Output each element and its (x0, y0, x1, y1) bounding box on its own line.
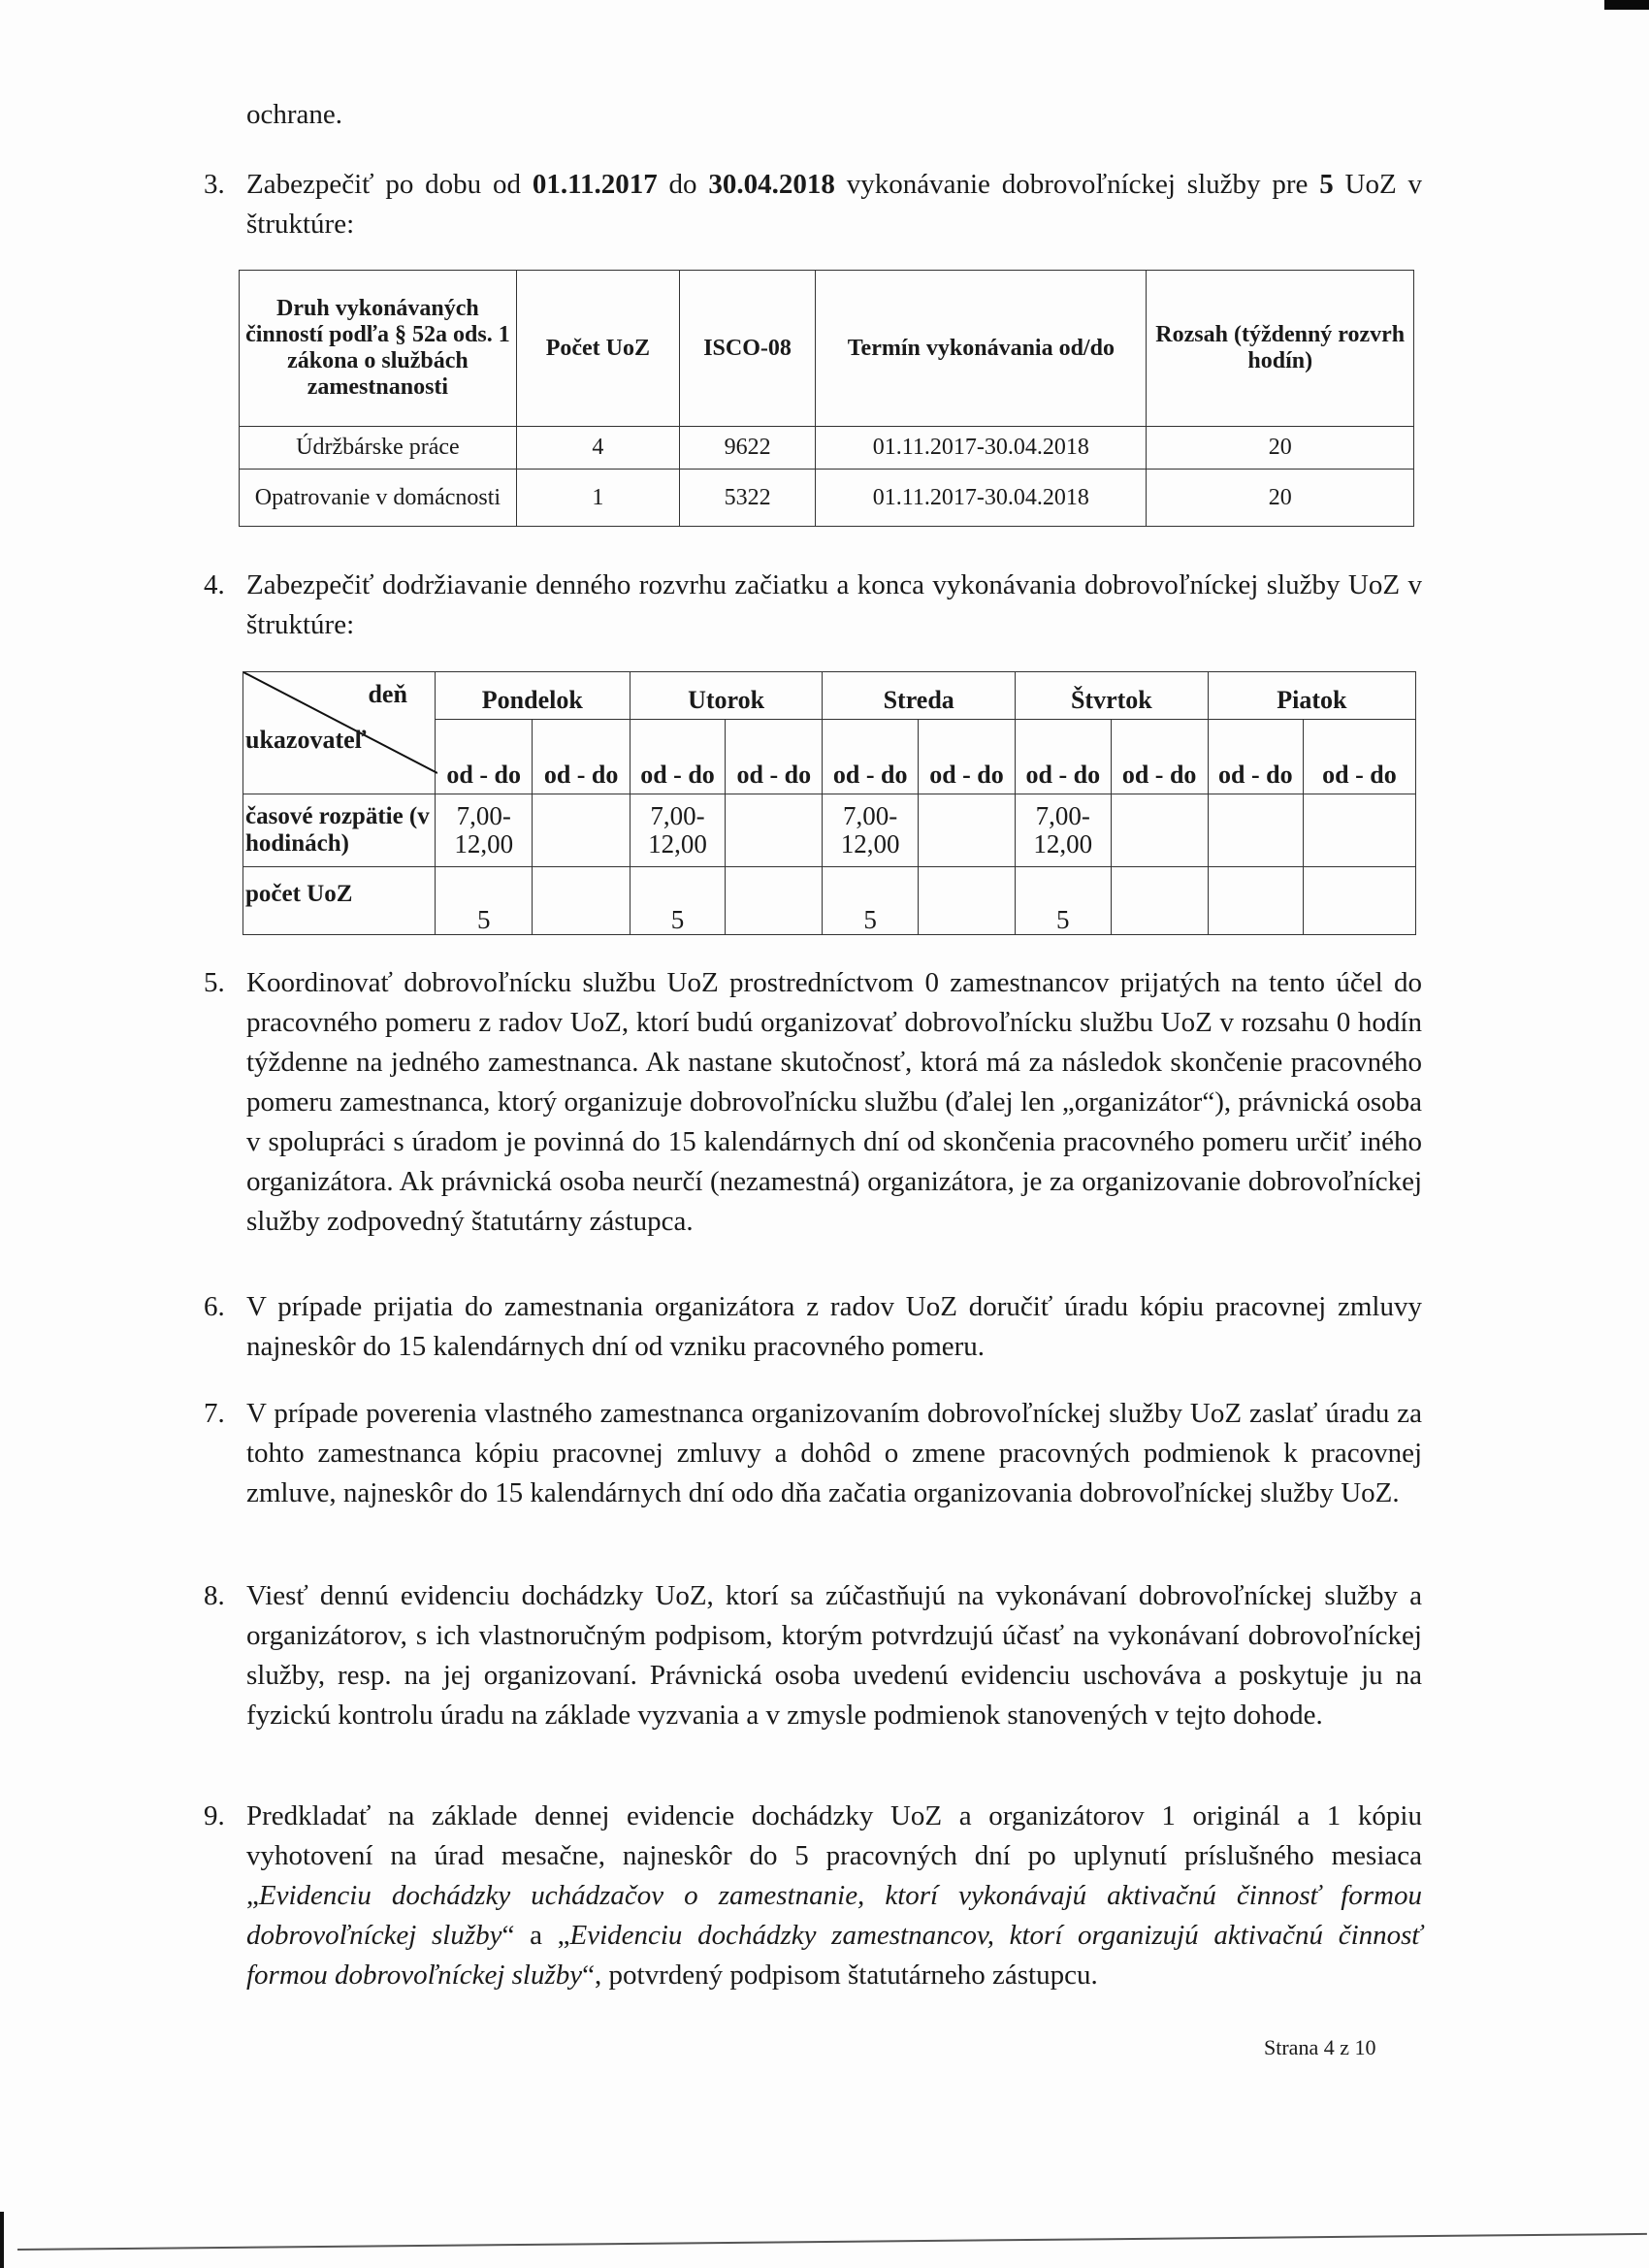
days-row (243, 672, 1416, 720)
day-wednesday: Streda (823, 672, 1016, 720)
day-friday: Piatok (1208, 672, 1415, 720)
corner-cell: deň ukazovateľ (243, 672, 436, 794)
scan-edge-mark-left (0, 2212, 4, 2268)
item-3: 3. Zabezpečiť po dobu od 01.11.2017 do 30.04.2018 vykonávanie dobrovoľníckej služby pre 5 UoZ v štruktúre: (246, 165, 1422, 244)
header-scope: Rozsah (týždenný rozvrh hodín) (1147, 271, 1414, 427)
day-tuesday: Utorok (630, 672, 823, 720)
item-number: 3. (204, 169, 225, 200)
attendance-form-title-2: Evidenciu dochádzky zamestnancov, ktorí organizujú aktivačnú činnosť formou dobrovoľníckej služby (246, 1920, 1422, 1991)
scan-edge-mark (1604, 0, 1649, 10)
item-number: 7. (204, 1398, 225, 1429)
row-label-uoz-count: počet UoZ (243, 867, 436, 935)
uoz-count-row: počet UoZ 5 5 5 5 (243, 867, 1416, 935)
date-from: 01.11.2017 (532, 169, 658, 200)
item-number: 8. (204, 1580, 225, 1611)
item-7: 7. V prípade poverenia vlastného zamestnanca organizovaním dobrovoľníckej služby UoZ zaslať úradu za tohto zamestnanca kópiu pracovnej zmluvy a dohôd o zmene pracovných podmienok k pracovnej zmluve, najneskôr do 15 kalendárnych dní odo dňa začatia organizovania dobrovoľníckej služby UoZ. (246, 1394, 1422, 1513)
date-to: 30.04.2018 (708, 169, 835, 200)
item-4: 4. Zabezpečiť dodržiavanie denného rozvrhu začiatku a konca vykonávania dobrovoľníckej služby UoZ v štruktúre: (246, 566, 1422, 645)
item-5: 5. Koordinovať dobrovoľnícku službu UoZ prostredníctvom 0 zamestnancov prijatých na tento účel do pracovného pomeru z radov UoZ, ktorí budú organizovať dobrovoľnícku službu UoZ v rozsahu 0 hodín týždenne na jedného zamestnanca. Ak nastane skutočnosť, ktorá má za následok skončenie pracovného pomeru zamestnanca, ktorý organizuje dobrovoľnícku službu (ďalej len „organizátor“), právnická osoba v spolupráci s úradom je povinná do 15 kalendárnych dní od skončenia pracovného pomeru určiť iného organizátora. Ak právnická osoba neurčí (nezamestná) organizátora, je za organizovanie dobrovoľníckej služby zodpovedný štatutárny zástupca. (246, 963, 1422, 1242)
item-number: 4. (204, 569, 225, 600)
scan-bottom-line (17, 2233, 1647, 2251)
subheader-row: od - do od - do od - do od - do od - do od - do od - do od - do od - do od - do (243, 720, 1416, 794)
header-isco: ISCO-08 (679, 271, 815, 427)
table-row: Údržbárske práce 4 9622 01.11.2017-30.04.2018 20 (240, 427, 1414, 470)
continued-text: ochrane. (246, 99, 343, 130)
item-number: 6. (204, 1291, 225, 1322)
activity-table (239, 270, 1414, 527)
row-label-time-range: časové rozpätie (v hodinách) (243, 794, 436, 867)
attendance-form-title-1: Evidenciu dochádzky uchádzačov o zamestnanie, ktorí vykonávajú aktivačnú činnosť formou dobrovoľníckej služby (246, 1880, 1422, 1951)
header-uoz-count: Počet UoZ (516, 271, 679, 427)
uoz-count: 5 (1319, 169, 1334, 200)
time-range-row: časové rozpätie (v hodinách) 7,00- 12,00 7,00- 12,00 7,00- 12,00 7,00- 12,00 (243, 794, 1416, 867)
header-activity-type: Druh vykonávaných činností podľa § 52a ods. 1 zákona o službách zamestnanosti (240, 271, 517, 427)
day-monday: Pondelok (435, 672, 630, 720)
item-number: 9. (204, 1800, 225, 1831)
page-number: Strana 4 z 10 (1264, 2035, 1376, 2059)
schedule-table (242, 671, 1416, 935)
day-thursday: Štvrtok (1016, 672, 1209, 720)
item-9: 9. Predkladať na základe dennej evidencie dochádzky UoZ a organizátorov 1 originál a 1 kópiu vyhotovení na úrad mesačne, najneskôr do 5 pracovných dní po uplynutí príslušného mesiaca „Evidenciu dochádzky uchádzačov o zamestnanie, ktorí vykonávajú aktivačnú činnosť formou dobrovoľníckej služby“ a „Evidenciu dochádzky zamestnancov, ktorí organizujú aktivačnú činnosť formou dobrovoľníckej služby“, potvrdený podpisom štatutárneho zástupcu. (246, 1797, 1422, 1995)
table-header-row (240, 271, 1414, 427)
table-row: Opatrovanie v domácnosti 1 5322 01.11.2017-30.04.2018 20 (240, 470, 1414, 527)
item-number: 5. (204, 967, 225, 998)
item-6: 6. V prípade prijatia do zamestnania organizátora z radov UoZ doručiť úradu kópiu pracovnej zmluvy najneskôr do 15 kalendárnych dní od vzniku pracovného pomeru. (246, 1287, 1422, 1367)
item-8: 8. Viesť dennú evidenciu dochádzky UoZ, ktorí sa zúčastňujú na vykonávaní dobrovoľníckej služby a organizátorov, s ich vlastnoručným podpisom, ktorým potvrdzujú účasť na vykonávaní dobrovoľníckej služby, resp. na jej organizovaní. Právnická osoba uvedenú evidenciu uschováva a poskytuje ju na fyzickú kontrolu úradu na základe vyzvania a v zmysle podmienok stanovených v tejto dohode. (246, 1576, 1422, 1735)
header-term: Termín vykonávania od/do (816, 271, 1147, 427)
